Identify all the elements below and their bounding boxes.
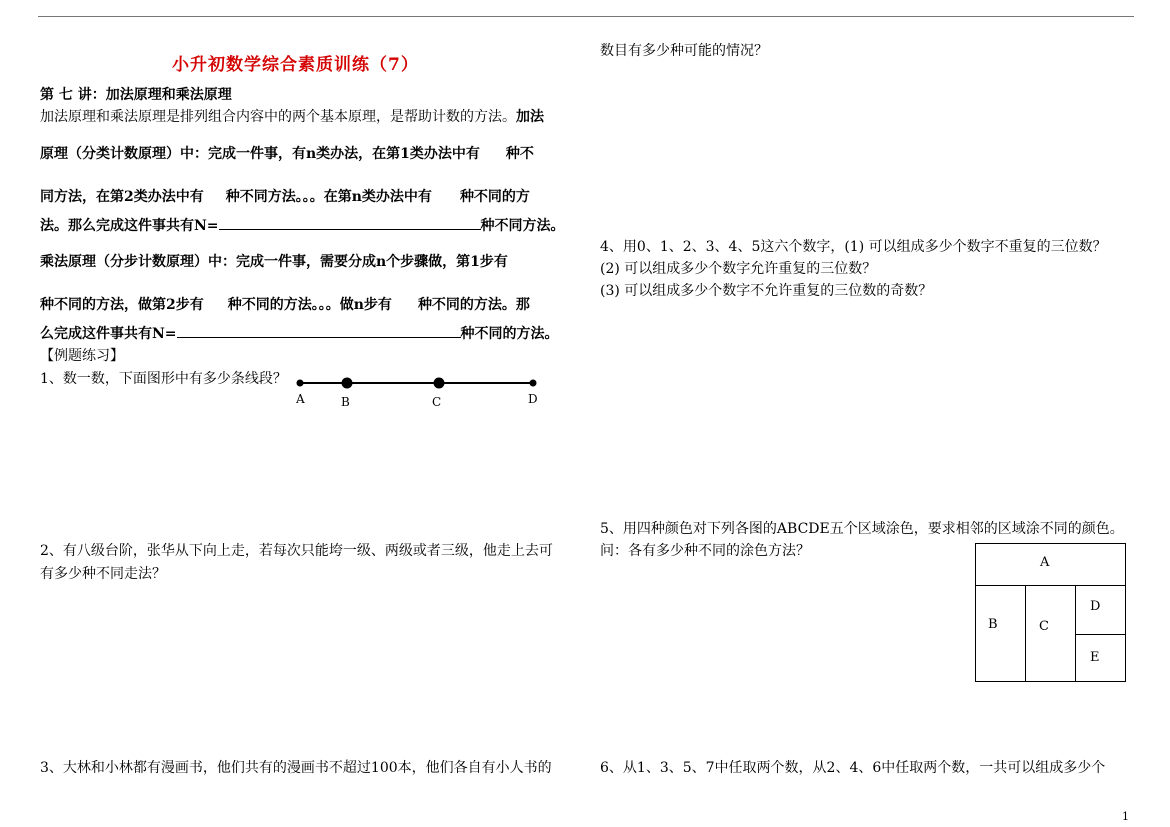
region-d-label: D <box>1090 599 1101 614</box>
intro-text: 种不同方法。 <box>480 218 565 234</box>
intro-text: 种不同的方法。那 <box>417 297 530 313</box>
intro-text: 加法原理和乘法原理是排列组合内容中的两个基本原理，是帮助计数的方法。 <box>40 109 516 125</box>
answer-blank <box>219 217 481 230</box>
multiplication-principle-line-2 <box>40 294 530 314</box>
page-number: 1 <box>1122 810 1129 823</box>
section-label: 【例题练习】 <box>40 348 124 364</box>
answer-blank <box>177 325 461 338</box>
question-2-line-1: 2、有八级台阶，张华从下向上走，若每次只能垮一级、两级或者三级，他走上去可 <box>40 543 553 559</box>
lecture-heading: 第 七 讲：加法原理和乘法原理 <box>40 87 232 103</box>
region-a <box>975 543 1126 586</box>
question-4-line-2: (2) 可以组成多少个数字允许重复的三位数？ <box>600 261 877 277</box>
point-a-label: A <box>296 392 305 406</box>
intro-text: 么完成这件事共有N= <box>40 326 177 342</box>
region-b-label: B <box>988 617 998 632</box>
question-3-line-1: 3、大林和小林都有漫画书，他们共有的漫画书不超过100本，他们各自有小人书的 <box>40 760 552 776</box>
intro-text: 法。那么完成这件事共有N= <box>40 218 219 234</box>
question-3-continued: 数目有多少种可能的情况？ <box>600 43 768 59</box>
question-4-line-3: (3) 可以组成多少个数字不允许重复的三位数的奇数？ <box>600 283 933 299</box>
intro-line-1 <box>40 106 544 126</box>
addition-principle-line-1 <box>40 143 534 163</box>
intro-text: 原理（分类计数原理）中：完成一件事，有n类办法，在第1类办法中有 <box>40 146 480 162</box>
region-figure <box>975 543 1126 682</box>
question-5-line-1: 5、用四种颜色对下列各图的ABCDE五个区域涂色，要求相邻的区域涂不同的颜色。 <box>600 521 1124 537</box>
point-b-dot <box>342 378 353 389</box>
page-title: 小升初数学综合素质训练（7） <box>172 55 419 75</box>
region-c <box>1025 585 1076 682</box>
region-c-label: C <box>1039 619 1049 634</box>
region-d <box>1075 585 1126 635</box>
point-d-dot <box>530 380 537 387</box>
intro-text: 种不同的方法。。。做n步有 <box>227 297 392 313</box>
question-5-line-2: 问：各有多少种不同的涂色方法？ <box>600 543 810 559</box>
region-e <box>1075 634 1126 682</box>
line-segment-figure <box>290 372 550 412</box>
header-rule <box>38 16 1134 17</box>
question-4-line-1: 4、用0、1、2、3、4、5这六个数字，(1) 可以组成多少个数字不重复的三位数？ <box>600 239 1107 255</box>
multiplication-principle-line-1: 乘法原理（分步计数原理）中：完成一件事，需要分成n个步骤做，第1步有 <box>40 254 508 270</box>
intro-text: 种不同方法。。。在第n类办法中有 <box>225 189 432 205</box>
question-6-line-1: 6、从1、3、5、7中任取两个数，从2、4、6中任取两个数，一共可以组成多少个 <box>600 760 1106 776</box>
addition-principle-line-2 <box>40 186 530 206</box>
addition-principle-line-3 <box>40 215 565 235</box>
intro-text: 种不同的方法。 <box>460 326 559 342</box>
intro-text: 种不 <box>505 146 534 162</box>
point-c-label: C <box>432 395 442 409</box>
multiplication-principle-line-3 <box>40 323 559 343</box>
intro-text: 种不同的方 <box>459 189 530 205</box>
intro-text-bold: 加法 <box>516 109 544 125</box>
point-b-label: B <box>341 395 350 409</box>
region-a-label: A <box>1040 555 1050 570</box>
question-1: 1、数一数，下面图形中有多少条线段？ <box>40 371 287 387</box>
point-d-label: D <box>528 392 538 406</box>
region-e-label: E <box>1090 650 1100 665</box>
point-c-dot <box>434 378 445 389</box>
intro-text: 同方法，在第2类办法中有 <box>40 189 204 205</box>
question-2-line-2: 有多少种不同走法？ <box>40 566 166 582</box>
region-b <box>975 585 1026 682</box>
point-a-dot <box>297 380 304 387</box>
intro-text: 种不同的方法，做第2步有 <box>40 297 204 313</box>
